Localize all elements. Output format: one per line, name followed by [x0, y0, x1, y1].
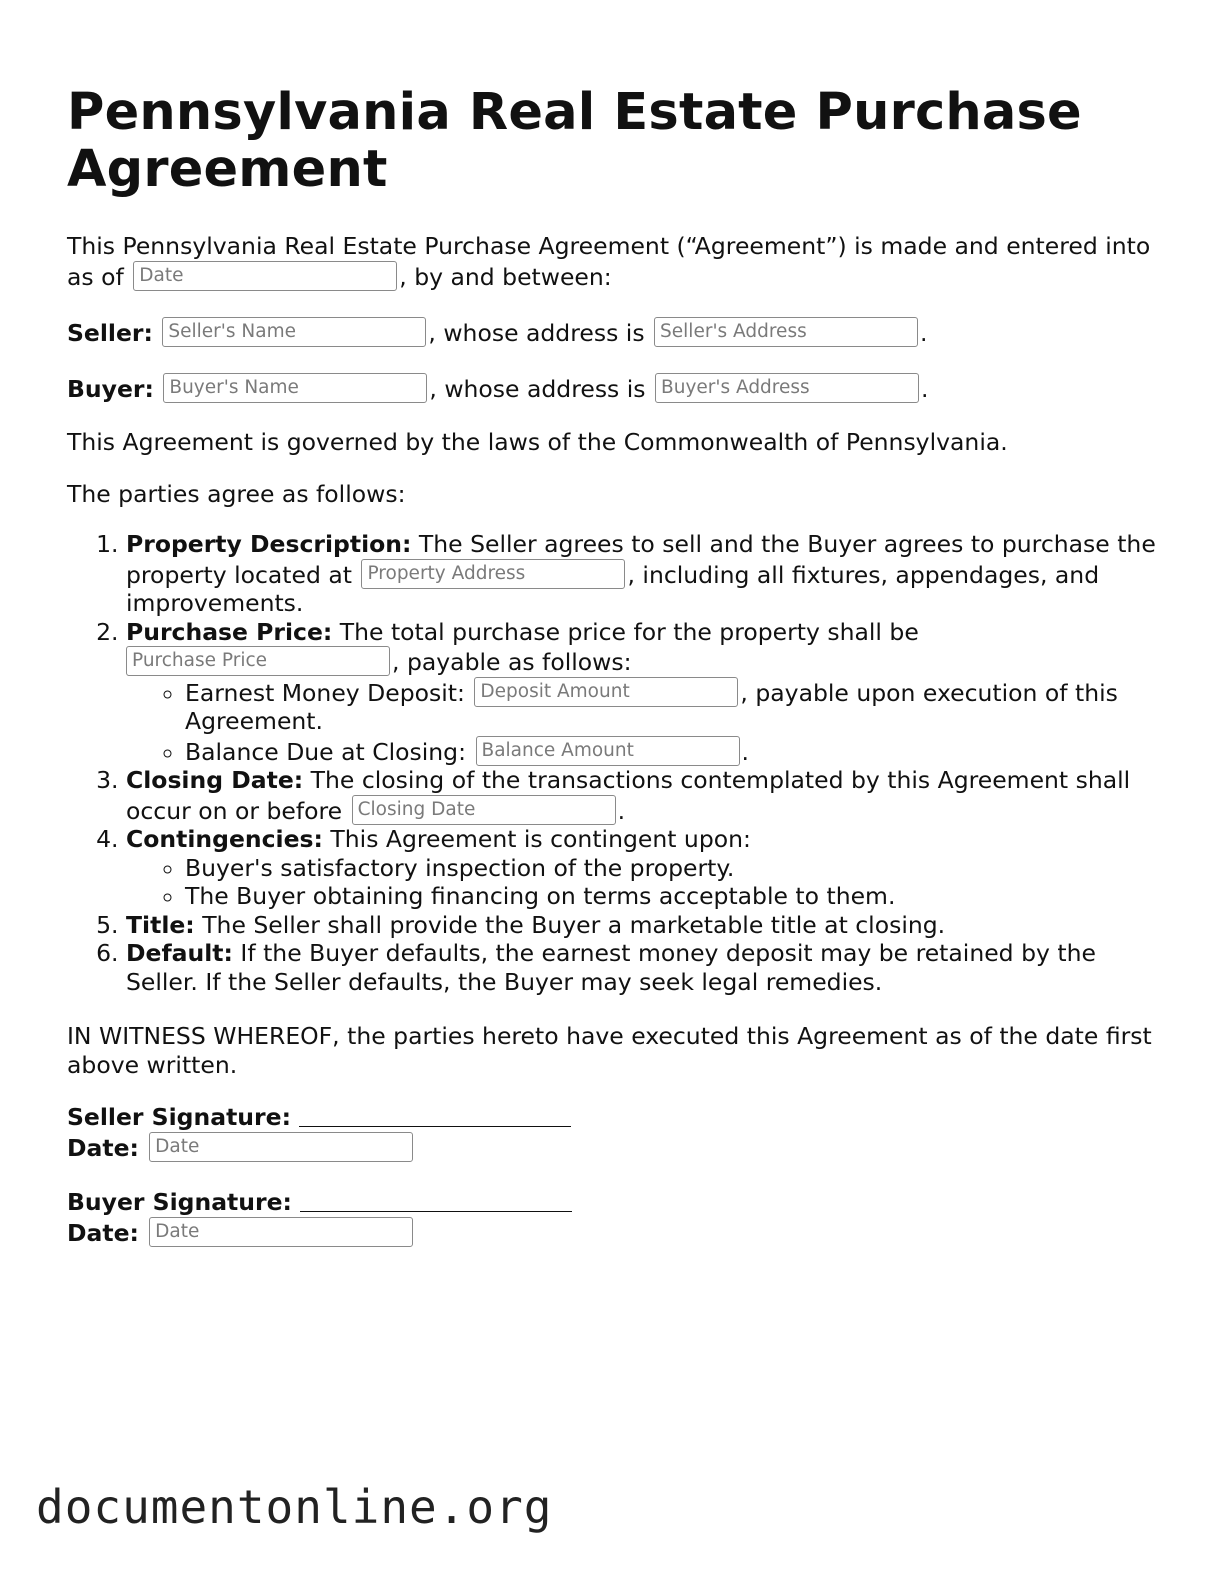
terms-list	[67, 530, 1167, 996]
seller-end: .	[920, 319, 928, 347]
seller-address-field[interactable]: Seller's Address	[654, 317, 918, 347]
purchase-price-field[interactable]: Purchase Price	[126, 646, 390, 676]
term-property	[126, 530, 1167, 618]
term-text: The Seller agrees to sell and the Buyer agrees to purchase the property located at	[126, 530, 1156, 589]
buyer-middle-text: , whose address is	[429, 374, 646, 403]
buyer-address-field[interactable]: Buyer's Address	[655, 373, 919, 403]
list-item	[185, 677, 1167, 736]
page-title: Pennsylvania Real Estate Purchase Agreement	[67, 83, 1082, 199]
seller-signature-label: Seller Signature:	[67, 1103, 291, 1131]
watermark: documentonline.org	[36, 1480, 553, 1534]
closing-date-field[interactable]: Closing Date	[352, 795, 616, 825]
buyer-date-line	[67, 1217, 1167, 1248]
deposit-after: , payable upon execution of this Agreement.	[185, 678, 1118, 735]
seller-middle-text: , whose address is	[428, 319, 645, 347]
list-item	[185, 736, 1167, 767]
term-text: The Seller shall provide the Buyer a marketable title at closing.	[194, 910, 946, 939]
term-closing	[126, 766, 1167, 825]
term-text: , payable as follows:	[392, 648, 632, 676]
contingency-list	[126, 854, 1167, 911]
seller-date-field[interactable]: Date	[149, 1132, 413, 1162]
intro-text-after: , by and between:	[399, 262, 612, 291]
deposit-amount-field[interactable]: Deposit Amount	[474, 677, 738, 707]
seller-signature-field[interactable]	[299, 1106, 571, 1127]
term-heading: Purchase Price:	[126, 617, 333, 646]
balance-after: .	[741, 737, 749, 766]
balance-amount-field[interactable]: Balance Amount	[476, 736, 740, 766]
agreement-date-field[interactable]: Date	[133, 261, 397, 291]
term-title	[126, 911, 1167, 940]
buyer-end: .	[921, 374, 929, 403]
term-text: This Agreement is contingent upon:	[322, 825, 751, 853]
seller-line	[67, 317, 1167, 348]
seller-signature-block	[67, 1103, 1167, 1162]
term-text: The total purchase price for the property shall be	[332, 617, 919, 646]
intro-text: This Pennsylvania Real Estate Purchase Agreement (“Agreement”) is made and entered into as of	[67, 232, 1151, 291]
seller-date-line	[67, 1132, 1167, 1163]
term-heading: Closing Date:	[126, 766, 304, 794]
term-heading: Default:	[126, 939, 233, 967]
balance-label: Balance Due at Closing:	[185, 737, 467, 766]
seller-label: Seller:	[67, 319, 153, 347]
term-default	[126, 939, 1167, 996]
date-label: Date:	[67, 1218, 139, 1247]
buyer-signature-label: Buyer Signature:	[67, 1188, 292, 1216]
term-heading: Property Description:	[126, 530, 412, 558]
list-item: ◦ Buyer's satisfactory inspection of the property.	[185, 854, 1167, 883]
witness-paragraph: IN WITNESS WHEREOF, the parties hereto have executed this Agreement as of the date first above written.	[67, 1022, 1152, 1079]
buyer-label: Buyer:	[67, 374, 154, 403]
term-text: .	[617, 796, 626, 825]
term-text: If the Buyer defaults, the earnest money deposit may be retained by the Seller. If the Seller defaults, the Buyer may seek legal remedies.	[126, 939, 1096, 996]
list-item: ◦ The Buyer obtaining financing on terms acceptable to them.	[185, 882, 1167, 911]
payment-list	[126, 677, 1167, 767]
buyer-line	[67, 373, 1167, 404]
term-price	[126, 618, 1167, 767]
term-text: , including all fixtures, appendages, and improvements.	[126, 560, 1100, 617]
seller-name-field[interactable]: Seller's Name	[162, 317, 426, 347]
buyer-signature-block	[67, 1188, 1167, 1247]
governing-law: This Agreement is governed by the laws of the Commonwealth of Pennsylvania.	[67, 428, 1008, 456]
seller-signature-line	[67, 1103, 1167, 1132]
property-address-field[interactable]: Property Address	[361, 559, 625, 589]
agree-intro: The parties agree as follows:	[67, 479, 406, 508]
deposit-label: Earnest Money Deposit:	[185, 678, 465, 707]
document-page	[67, 84, 1167, 1273]
buyer-date-field[interactable]: Date	[149, 1217, 413, 1247]
buyer-signature-line	[67, 1188, 1167, 1217]
term-heading: Title:	[126, 910, 195, 939]
buyer-name-field[interactable]: Buyer's Name	[163, 373, 427, 403]
term-contingencies	[126, 825, 1167, 911]
buyer-signature-field[interactable]	[300, 1191, 572, 1212]
date-label: Date:	[67, 1133, 139, 1162]
term-heading: Contingencies:	[126, 825, 323, 853]
term-text: The closing of the transactions contemplated by this Agreement shall occur on or before	[126, 766, 1131, 825]
intro-paragraph	[67, 232, 1167, 291]
